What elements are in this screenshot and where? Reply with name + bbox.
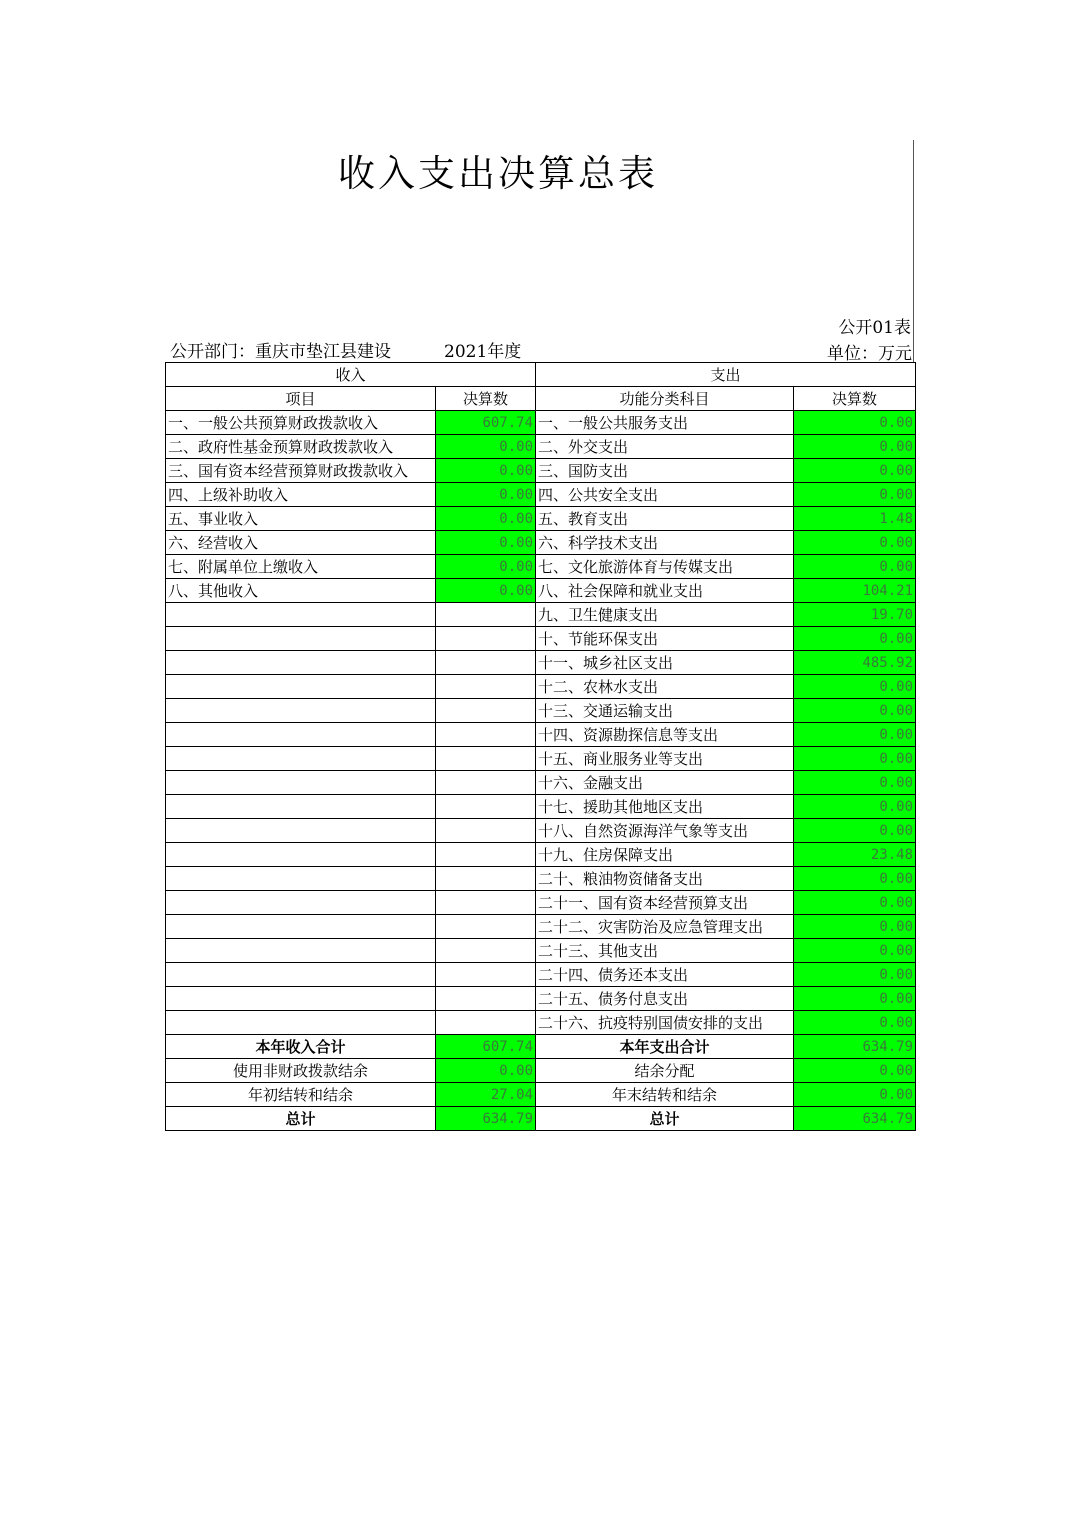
table-row xyxy=(166,987,916,1011)
expense-item-label: 十一、城乡社区支出 xyxy=(536,651,794,675)
expense-item-label: 七、文化旅游体育与传媒支出 xyxy=(536,555,794,579)
table-row xyxy=(166,531,916,555)
expense-item-value: 0.00 xyxy=(794,867,916,891)
year-label: 2021年度 xyxy=(444,342,522,362)
income-item-label xyxy=(166,939,436,963)
expense-item-label: 二十一、国有资本经营预算支出 xyxy=(536,891,794,915)
expense-item-value: 0.00 xyxy=(794,747,916,771)
table-row xyxy=(166,843,916,867)
expense-item-value: 0.00 xyxy=(794,531,916,555)
expense-item-label: 十五、商业服务业等支出 xyxy=(536,747,794,771)
table-row xyxy=(166,819,916,843)
income-item-label xyxy=(166,795,436,819)
income-item-label: 八、其他收入 xyxy=(166,579,436,603)
table-row xyxy=(166,651,916,675)
income-item-value: 0.00 xyxy=(436,531,536,555)
income-item-value: 0.00 xyxy=(436,483,536,507)
expense-item-label: 一、一般公共服务支出 xyxy=(536,411,794,435)
expense-item-label: 二十二、灾害防治及应急管理支出 xyxy=(536,915,794,939)
income-item-label xyxy=(166,819,436,843)
table-row xyxy=(166,699,916,723)
income-item-value xyxy=(436,675,536,699)
expense-item-label: 十四、资源勘探信息等支出 xyxy=(536,723,794,747)
income-item-label xyxy=(166,723,436,747)
table-row xyxy=(166,483,916,507)
income-item-value xyxy=(436,723,536,747)
table-row xyxy=(166,891,916,915)
expense-item-value: 0.00 xyxy=(794,891,916,915)
income-item-label xyxy=(166,867,436,891)
summary-row xyxy=(166,1107,916,1131)
income-item-label xyxy=(166,771,436,795)
income-item-value xyxy=(436,603,536,627)
income-item-value xyxy=(436,627,536,651)
income-item-label xyxy=(166,675,436,699)
expense-item-label: 十二、农林水支出 xyxy=(536,675,794,699)
income-item-value xyxy=(436,915,536,939)
expense-item-label: 二、外交支出 xyxy=(536,435,794,459)
income-item-label xyxy=(166,891,436,915)
income-item-label xyxy=(166,603,436,627)
summary-expense-value: 0.00 xyxy=(794,1059,916,1083)
expense-item-value: 0.00 xyxy=(794,555,916,579)
expense-item-label: 十、节能环保支出 xyxy=(536,627,794,651)
summary-expense-value: 0.00 xyxy=(794,1083,916,1107)
expense-item-label: 十六、金融支出 xyxy=(536,771,794,795)
expense-item-label: 十七、援助其他地区支出 xyxy=(536,795,794,819)
income-item-label xyxy=(166,747,436,771)
expense-item-label: 五、教育支出 xyxy=(536,507,794,531)
expense-item-label: 二十五、债务付息支出 xyxy=(536,987,794,1011)
income-item-label: 二、政府性基金预算财政拨款收入 xyxy=(166,435,436,459)
header-row-columns xyxy=(166,387,916,411)
income-item-value: 0.00 xyxy=(436,579,536,603)
table-row xyxy=(166,459,916,483)
expense-item-value: 0.00 xyxy=(794,915,916,939)
income-item-label: 五、事业收入 xyxy=(166,507,436,531)
expense-header: 支出 xyxy=(536,363,916,387)
expense-item-value: 0.00 xyxy=(794,1011,916,1035)
expense-item-label: 二十四、债务还本支出 xyxy=(536,963,794,987)
summary-income-label: 使用非财政拨款结余 xyxy=(166,1059,436,1083)
expense-item-value: 485.92 xyxy=(794,651,916,675)
income-item-value xyxy=(436,747,536,771)
table-row xyxy=(166,411,916,435)
income-header: 收入 xyxy=(166,363,536,387)
expense-item-value: 0.00 xyxy=(794,987,916,1011)
expense-item-value: 0.00 xyxy=(794,627,916,651)
table-row xyxy=(166,579,916,603)
income-item-value: 607.74 xyxy=(436,411,536,435)
expense-item-label: 十三、交通运输支出 xyxy=(536,699,794,723)
expense-item-label: 二十、粮油物资储备支出 xyxy=(536,867,794,891)
form-number: 公开01表 xyxy=(838,318,911,338)
summary-income-label: 总计 xyxy=(166,1107,436,1131)
income-item-label xyxy=(166,1011,436,1035)
income-item-value: 0.00 xyxy=(436,459,536,483)
expense-item-value: 0.00 xyxy=(794,771,916,795)
income-item-value xyxy=(436,819,536,843)
income-item-label: 三、国有资本经营预算财政拨款收入 xyxy=(166,459,436,483)
income-item-label xyxy=(166,843,436,867)
income-item-label xyxy=(166,699,436,723)
table-row xyxy=(166,963,916,987)
income-item-label xyxy=(166,987,436,1011)
expense-item-label: 二十六、抗疫特别国债安排的支出 xyxy=(536,1011,794,1035)
summary-income-label: 本年收入合计 xyxy=(166,1035,436,1059)
summary-expense-value: 634.79 xyxy=(794,1107,916,1131)
table-row xyxy=(166,627,916,651)
department-label: 公开部门：重庆市垫江县建设 xyxy=(170,342,391,362)
amount2-header: 决算数 xyxy=(794,387,916,411)
table-row xyxy=(166,795,916,819)
header-row-sections xyxy=(166,363,916,387)
income-item-value xyxy=(436,699,536,723)
income-item-value: 0.00 xyxy=(436,555,536,579)
expense-item-value: 0.00 xyxy=(794,483,916,507)
expense-item-label: 六、科学技术支出 xyxy=(536,531,794,555)
unit-label: 单位：万元 xyxy=(827,344,912,364)
summary-income-value: 634.79 xyxy=(436,1107,536,1131)
income-item-label xyxy=(166,627,436,651)
income-item-label xyxy=(166,915,436,939)
expense-item-value: 1.48 xyxy=(794,507,916,531)
summary-row xyxy=(166,1083,916,1107)
expense-item-value: 0.00 xyxy=(794,963,916,987)
table-row xyxy=(166,675,916,699)
table-row xyxy=(166,867,916,891)
expense-item-value: 104.21 xyxy=(794,579,916,603)
summary-expense-label: 总计 xyxy=(536,1107,794,1131)
income-item-value xyxy=(436,795,536,819)
table-row xyxy=(166,723,916,747)
income-item-value xyxy=(436,963,536,987)
budget-table xyxy=(165,362,916,1131)
table-row xyxy=(166,1011,916,1035)
expense-item-label: 十八、自然资源海洋气象等支出 xyxy=(536,819,794,843)
summary-income-value: 0.00 xyxy=(436,1059,536,1083)
table-row xyxy=(166,771,916,795)
expense-item-label: 九、卫生健康支出 xyxy=(536,603,794,627)
summary-expense-label: 结余分配 xyxy=(536,1059,794,1083)
income-item-value xyxy=(436,939,536,963)
page-title: 收入支出决算总表 xyxy=(338,152,658,195)
income-item-value xyxy=(436,651,536,675)
summary-expense-value: 634.79 xyxy=(794,1035,916,1059)
table-row xyxy=(166,555,916,579)
expense-item-value: 0.00 xyxy=(794,459,916,483)
expense-item-value: 0.00 xyxy=(794,411,916,435)
income-item-value xyxy=(436,891,536,915)
income-item-value xyxy=(436,1011,536,1035)
summary-expense-label: 年末结转和结余 xyxy=(536,1083,794,1107)
summary-income-value: 27.04 xyxy=(436,1083,536,1107)
income-item-label: 七、附属单位上缴收入 xyxy=(166,555,436,579)
income-item-value: 0.00 xyxy=(436,435,536,459)
income-item-label xyxy=(166,651,436,675)
summary-row xyxy=(166,1059,916,1083)
income-item-label: 一、一般公共预算财政拨款收入 xyxy=(166,411,436,435)
table-row xyxy=(166,939,916,963)
summary-expense-label: 本年支出合计 xyxy=(536,1035,794,1059)
expense-item-label: 四、公共安全支出 xyxy=(536,483,794,507)
expense-item-value: 0.00 xyxy=(794,435,916,459)
expense-item-label: 二十三、其他支出 xyxy=(536,939,794,963)
expense-item-value: 0.00 xyxy=(794,699,916,723)
income-item-value xyxy=(436,987,536,1011)
income-item-label xyxy=(166,963,436,987)
item-header: 项目 xyxy=(166,387,436,411)
amount-header: 决算数 xyxy=(436,387,536,411)
func-item-header: 功能分类科目 xyxy=(536,387,794,411)
income-item-value xyxy=(436,771,536,795)
table-row xyxy=(166,507,916,531)
income-item-value xyxy=(436,843,536,867)
expense-item-value: 23.48 xyxy=(794,843,916,867)
income-item-value: 0.00 xyxy=(436,507,536,531)
table-row xyxy=(166,747,916,771)
summary-row xyxy=(166,1035,916,1059)
summary-income-label: 年初结转和结余 xyxy=(166,1083,436,1107)
sheet-border-line xyxy=(913,140,914,362)
expense-item-value: 0.00 xyxy=(794,939,916,963)
table-row xyxy=(166,435,916,459)
expense-item-value: 19.70 xyxy=(794,603,916,627)
summary-income-value: 607.74 xyxy=(436,1035,536,1059)
income-item-value xyxy=(436,867,536,891)
table-row xyxy=(166,603,916,627)
expense-item-value: 0.00 xyxy=(794,795,916,819)
expense-item-value: 0.00 xyxy=(794,723,916,747)
expense-item-value: 0.00 xyxy=(794,819,916,843)
expense-item-value: 0.00 xyxy=(794,675,916,699)
income-item-label: 六、经营收入 xyxy=(166,531,436,555)
expense-item-label: 十九、住房保障支出 xyxy=(536,843,794,867)
expense-item-label: 八、社会保障和就业支出 xyxy=(536,579,794,603)
income-item-label: 四、上级补助收入 xyxy=(166,483,436,507)
table-row xyxy=(166,915,916,939)
expense-item-label: 三、国防支出 xyxy=(536,459,794,483)
